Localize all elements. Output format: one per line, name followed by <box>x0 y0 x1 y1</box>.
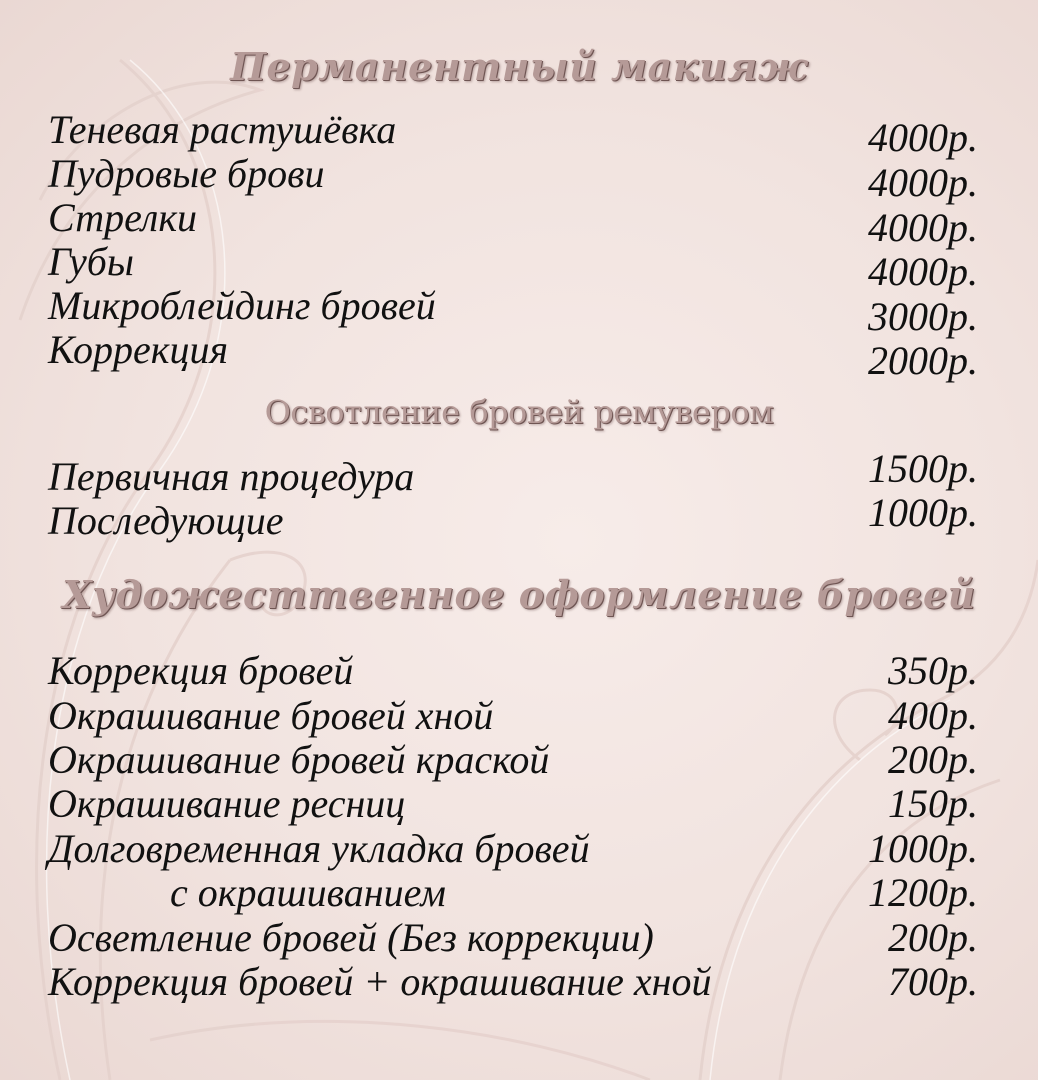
service-price: 4000р. <box>868 115 978 160</box>
service-name: Губы <box>48 239 134 284</box>
service-name: Коррекция <box>48 327 229 372</box>
service-price: 4000р. <box>868 205 978 250</box>
service-name: Осветление бровей (Без коррекции) <box>48 915 654 960</box>
service-price: 4000р. <box>868 160 978 205</box>
service-name: Теневая растушёвка <box>48 107 397 152</box>
service-price: 150р. <box>888 781 978 826</box>
service-name: Коррекция бровей + окрашивание хной <box>48 959 712 1004</box>
service-price: 200р. <box>888 915 978 960</box>
service-price: 1200р. <box>868 870 978 915</box>
service-name: Микроблейдинг бровей <box>48 283 436 328</box>
section-title-brow-design: Художесттвенное оформление бровей <box>62 572 976 617</box>
service-price: 1000р. <box>868 826 978 871</box>
service-price: 1000р. <box>868 490 978 535</box>
service-price: 350р. <box>888 648 978 693</box>
service-price: 700р. <box>888 959 978 1004</box>
service-name: Стрелки <box>48 195 198 240</box>
service-name: Окрашивание бровей хной <box>48 693 494 738</box>
service-name: с окрашиванием <box>170 870 446 915</box>
service-name: Окрашивание бровей краской <box>48 737 550 782</box>
service-price: 200р. <box>888 737 978 782</box>
service-name: Коррекция бровей <box>48 648 354 693</box>
service-price: 3000р. <box>868 294 978 339</box>
service-name: Долговременная укладка бровей <box>48 826 590 871</box>
service-name: Первичная процедура <box>48 454 415 499</box>
service-price: 2000р. <box>868 338 978 383</box>
service-price: 1500р. <box>868 446 978 491</box>
service-name: Пудровые брови <box>48 151 325 196</box>
section-title-brow-lightening: Освотление бровей ремувером <box>264 393 774 431</box>
service-price: 4000р. <box>868 249 978 294</box>
service-name: Последующие <box>48 498 284 543</box>
service-price: 400р. <box>888 693 978 738</box>
section-title-permanent-makeup: Перманентный макияж <box>230 44 808 89</box>
service-name: Окрашиваниe ресниц <box>48 781 406 826</box>
